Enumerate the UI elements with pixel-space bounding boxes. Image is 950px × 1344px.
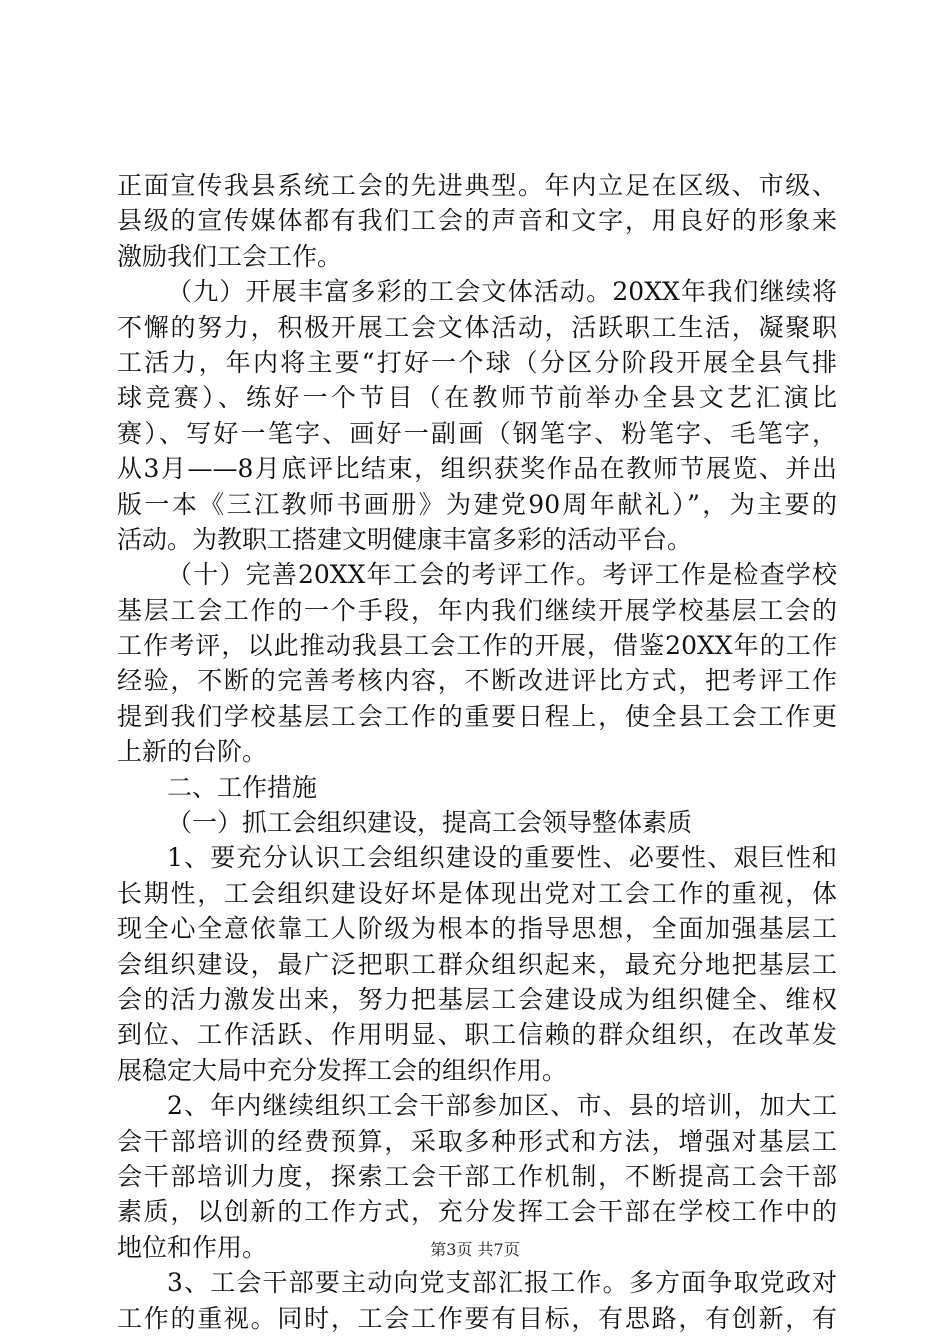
text-line: 会干部培训的经费预算，采取多种形式和方法，增强对基层工 <box>117 1126 837 1156</box>
text-line: 工活力，年内将主要“打好一个球（分区分阶段开展全县气排 <box>117 347 837 377</box>
text-line: 素质，以创新的工作方式，充分发挥工会干部在学校工作中的 <box>117 1197 837 1227</box>
text-line: 地位和作用。 <box>117 1232 268 1262</box>
text-line: 长期性，工会组织建设好坏是体现出党对工会工作的重视，体 <box>117 878 837 908</box>
text-line: 2、年内继续组织工会干部参加区、市、县的培训，加大工 <box>167 1091 837 1121</box>
text-line: 赛）、写好一笔字、画好一副画（钢笔字、粉笔字、毛笔字， <box>117 418 837 448</box>
text-line: 会组织建设，最广泛把职工群众组织起来，最充分地把基层工 <box>117 949 837 979</box>
text-line: （一）抓工会组织建设，提高工会领导整体素质 <box>167 808 693 838</box>
text-line: 上新的台阶。 <box>117 737 268 767</box>
text-line: 球竞赛）、练好一个节目（在教师节前举办全县文艺汇演比 <box>117 383 837 413</box>
document-body <box>117 168 837 1336</box>
text-line: （十）完善20XX年工会的考评工作。考评工作是检查学校 <box>167 560 837 590</box>
text-line: 活动。为教职工搭建文明健康丰富多彩的活动平台。 <box>117 524 693 554</box>
text-line: 展稳定大局中充分发挥工会的组织作用。 <box>117 1055 568 1085</box>
text-line: 不懈的努力，积极开展工会文体活动，活跃职工生活，凝聚职 <box>117 312 837 342</box>
text-line: 激励我们工会工作。 <box>117 241 343 271</box>
text-line: （九）开展丰富多彩的工会文体活动。20XX年我们继续将 <box>167 277 837 307</box>
text-line: 工作考评，以此推动我县工会工作的开展，借鉴20XX年的工作 <box>117 631 837 661</box>
text-line: 经验，不断的完善考核内容，不断改进评比方式，把考评工作 <box>117 666 837 696</box>
text-line: 1、要充分认识工会组织建设的重要性、必要性、艰巨性和 <box>167 843 837 873</box>
text-line: 到位、工作活跃、作用明显、职工信赖的群众组织，在改革发 <box>117 1020 837 1050</box>
text-line: 会干部培训力度，探索工会干部工作机制，不断提高工会干部 <box>117 1161 837 1191</box>
text-line: 会的活力激发出来，努力把基层工会建设成为组织健全、维权 <box>117 984 837 1014</box>
text-line: 从3月——8月底评比结束，组织获奖作品在教师节展览、并出 <box>117 454 837 484</box>
text-line: 现全心全意依靠工人阶级为根本的指导思想，全面加强基层工 <box>117 914 837 944</box>
text-line: 提到我们学校基层工会工作的重要日程上，使全县工会工作更 <box>117 701 837 731</box>
text-line: 版一本《三江教师书画册》为建党90周年献礼）”，为主要的 <box>117 489 837 519</box>
page-footer: 第3页 共7页 <box>430 1240 520 1259</box>
text-line: 工作的重视。同时，工会工作要有目标，有思路，有创新，有 <box>117 1303 837 1333</box>
text-line: 正面宣传我县系统工会的先进典型。年内立足在区级、市级、 <box>117 171 837 200</box>
text-line: 县级的宣传媒体都有我们工会的声音和文字，用良好的形象来 <box>117 206 837 236</box>
text-line: 二、工作措施 <box>167 772 318 802</box>
text-line: 基层工会工作的一个手段，年内我们继续开展学校基层工会的 <box>117 595 837 625</box>
text-line: 3、工会干部要主动向党支部汇报工作。多方面争取党政对 <box>167 1268 837 1298</box>
